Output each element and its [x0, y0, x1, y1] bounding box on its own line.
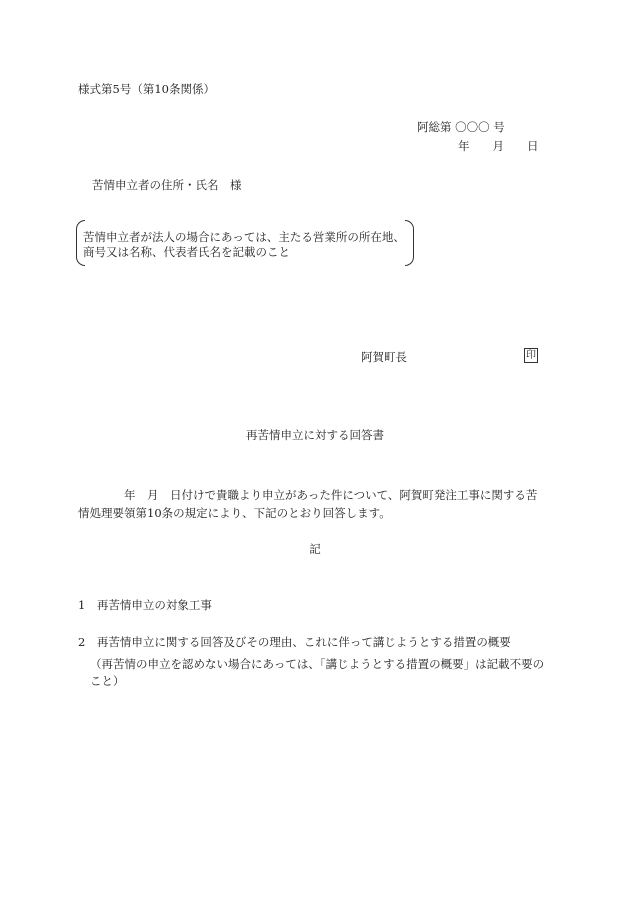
item-1: 1 再苦情申立の対象工事 [78, 598, 212, 612]
document-number: 阿総第 〇〇〇 号 [417, 120, 505, 134]
date-line: 年 月 日 [458, 139, 539, 153]
addressee-note-text [83, 230, 405, 260]
form-number: 様式第5号（第10条関係） [78, 82, 215, 96]
seal-mark: 印 [526, 350, 536, 361]
body-line-1: 年 月 日付けで貴職より申立があった件について、阿賀町発注工事に関する苦 [78, 488, 538, 502]
item-2-note [90, 656, 544, 690]
item-2-note-line-1: （再苦情の申立を認めない場合にあっては、「講じようとする措置の概要」は記載不要の [90, 657, 545, 671]
item-2: 2 再苦情申立に関する回答及びその理由、これに伴って講じようとする措置の概要 [78, 635, 511, 649]
note-line-2: 商号又は名称、代表者氏名を記載のこと [83, 245, 290, 259]
document-title: 再苦情申立に対する回答書 [246, 428, 384, 442]
body-paragraph [78, 486, 582, 522]
item-2-note-line-2: こと） [90, 674, 125, 688]
addressee: 苦情申立者の住所・氏名 様 [92, 178, 242, 192]
note-line-1: 苦情申立者が法人の場合にあっては、主たる営業所の所在地、 [83, 230, 405, 244]
ki-heading: 記 [309, 542, 321, 556]
sender-title: 阿賀町長 [361, 350, 407, 364]
right-bracket [405, 220, 414, 266]
addressee-note [76, 220, 414, 266]
body-line-2: 情処理要領第10条の規定により、下記のとおり回答します。 [78, 506, 391, 520]
